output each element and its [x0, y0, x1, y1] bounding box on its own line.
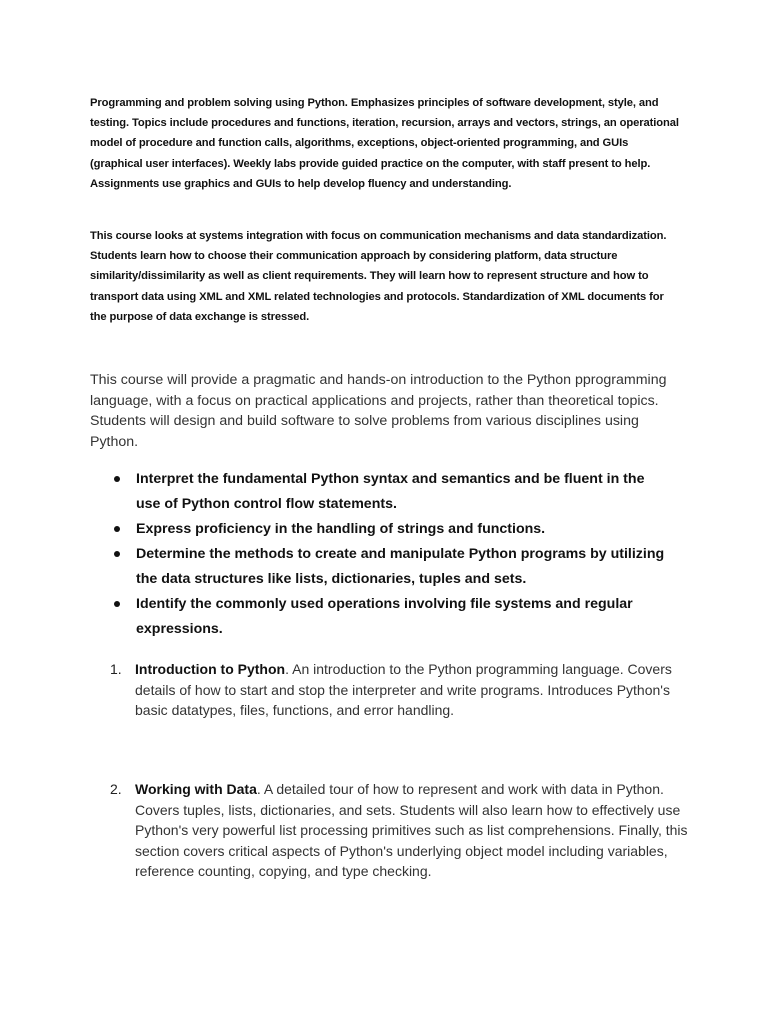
- numbered-item-working-with-data: [110, 779, 690, 882]
- bullet-icon: [114, 601, 120, 607]
- list-item-text: Express proficiency in the handling of strings and functions.: [136, 521, 546, 537]
- item-text: . A detailed tour of how to represent and work with data in Python. Covers tuples, lists, dictionaries, and sets. Students will also learn how to effectively use Python's very powerful list processing primitives such as list comprehensions. Finally, this section covers critical aspects of Python's underlying object model including variables, reference counting, copying, and type checking.: [135, 781, 688, 879]
- list-item: [110, 592, 670, 642]
- bullet-icon: [114, 526, 120, 532]
- list-item-text: Identify the commonly used operations involving file systems and regular expressions.: [136, 596, 633, 637]
- course-description-systems-integration: This course looks at systems integration with focus on communication mechanisms and data standardization. Students learn how to choose their communication approach by considering platform, data structure similarity/dissimilarity as well as client requirements. They will learn how to represent structure and how to transport data using XML and XML related technologies and protocols. Standardization of XML documents for the purpose of data exchange is stressed.: [90, 230, 667, 323]
- numbered-item-introduction: [110, 659, 690, 721]
- bullet-icon: [114, 551, 120, 557]
- list-item: [110, 517, 670, 542]
- item-title: Introduction to Python: [135, 661, 286, 677]
- item-number: 2.: [110, 781, 122, 797]
- list-item-text: Interpret the fundamental Python syntax and semantics and be fluent in the use of Python control flow statements.: [136, 471, 645, 512]
- bullet-icon: [114, 476, 120, 482]
- list-item: [110, 467, 670, 517]
- list-item-text: Determine the methods to create and manipulate Python programs by utilizing the data structures like lists, dictionaries, tuples and sets.: [136, 546, 665, 587]
- course-introduction-paragraph: This course will provide a pragmatic and hands-on introduction to the Python pprogramming language, with a focus on practical applications and projects, rather than theoretical topics. Students will design and build software to solve problems from various disciplines using Python.: [90, 372, 667, 450]
- item-number: 1.: [110, 661, 122, 677]
- item-body: [135, 659, 690, 721]
- item-title: Working with Data: [135, 781, 257, 797]
- course-description-python: Programming and problem solving using Python. Emphasizes principles of software development, style, and testing. Topics include procedures and functions, iteration, recursion, arrays and vectors, strings, an operational model of procedure and function calls, algorithms, exceptions, object-oriented programming, and GUIs (graphical user interfaces). Weekly labs provide guided practice on the computer, with staff present to help. Assignments use graphics and GUIs to help develop fluency and understanding.: [90, 97, 679, 190]
- learning-outcomes-list: [110, 467, 670, 642]
- item-text: . An introduction to the Python programming language. Covers details of how to start and stop the interpreter and write programs. Introduces Python's basic datatypes, files, functions, and error handling.: [135, 661, 672, 718]
- item-body: [135, 779, 690, 882]
- list-item: [110, 542, 670, 592]
